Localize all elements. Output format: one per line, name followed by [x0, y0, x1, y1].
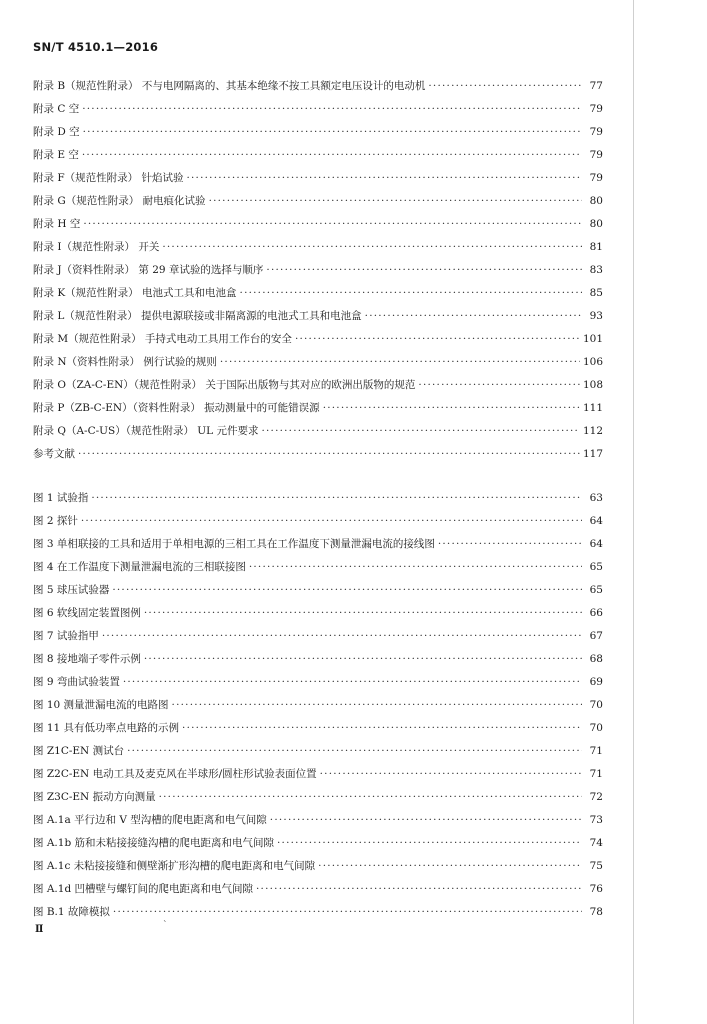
appendix-toc-row[interactable] [33, 190, 603, 213]
dot-leader [83, 213, 582, 236]
toc-entry-page: 79 [589, 103, 603, 115]
toc-entry-page: 70 [589, 722, 603, 734]
toc-entry-page: 101 [582, 333, 603, 345]
toc-entry-page: 71 [589, 745, 603, 757]
toc-entry-title: 附录 G（规范性附录） 耐电痕化试验 [33, 195, 206, 207]
appendix-toc-row[interactable] [33, 374, 603, 397]
dot-leader [113, 901, 582, 924]
dot-leader [162, 236, 582, 259]
appendix-toc-row[interactable] [33, 75, 603, 98]
toc-entry-page: 85 [589, 287, 603, 299]
appendix-toc-row[interactable] [33, 443, 603, 466]
figure-toc-row[interactable] [33, 533, 603, 556]
appendix-toc-row[interactable] [33, 213, 603, 236]
figure-toc-row[interactable] [33, 625, 603, 648]
toc-entry-title: 附录 Q（A-C-US）（规范性附录） UL 元件要求 [33, 425, 259, 437]
toc-entry-title: 图 B.1 故障模拟 [33, 906, 110, 918]
toc-entry-page: 112 [582, 425, 603, 437]
dot-leader [91, 487, 582, 510]
dot-leader [418, 374, 580, 397]
toc-entry-title: 图 8 接地端子零件示例 [33, 653, 141, 665]
toc-entry-title: 附录 L（规范性附录） 提供电源联接或非隔离源的电池式工具和电池盒 [33, 310, 362, 322]
figure-toc-row[interactable] [33, 832, 603, 855]
toc-entry-page: 117 [582, 448, 603, 460]
toc-entry-title: 附录 P（ZB-C-EN）（资料性附录） 振动测量中的可能错误源 [33, 402, 320, 414]
appendix-toc-row[interactable] [33, 167, 603, 190]
dot-leader [172, 694, 582, 717]
figure-toc-row[interactable] [33, 579, 603, 602]
dot-leader [144, 648, 582, 671]
toc-entry-title: 参考文献 [33, 448, 75, 460]
toc-entry-title: 附录 I（规范性附录） 开关 [33, 241, 160, 253]
toc-entry-title: 附录 H 空 [33, 218, 81, 230]
appendix-toc-row[interactable] [33, 328, 603, 351]
dot-leader [266, 259, 582, 282]
figure-toc-row[interactable] [33, 510, 603, 533]
figure-toc-row[interactable] [33, 717, 603, 740]
toc-entry-page: 80 [589, 195, 603, 207]
dot-leader [240, 282, 582, 305]
dot-leader [318, 855, 582, 878]
toc-entry-title: 附录 O（ZA-C-EN）（规范性附录） 关于国际出版物与其对应的欧洲出版物的规范 [33, 379, 416, 391]
appendix-toc-row[interactable] [33, 351, 603, 374]
dot-leader [438, 533, 582, 556]
toc-entry-page: 64 [589, 515, 603, 527]
toc-entry-title: 图 5 球压试验器 [33, 584, 110, 596]
appendix-toc-row[interactable] [33, 259, 603, 282]
figure-toc-row[interactable] [33, 809, 603, 832]
dot-leader [83, 121, 582, 144]
toc-entry-page: 111 [582, 402, 603, 414]
toc-entry-page: 79 [589, 149, 603, 161]
toc-entry-page: 63 [589, 492, 603, 504]
toc-entry-title: 附录 K（规范性附录） 电池式工具和电池盒 [33, 287, 237, 299]
toc-entry-page: 81 [589, 241, 603, 253]
toc-entry-page: 72 [589, 791, 603, 803]
page-edge-rule [633, 0, 634, 1024]
dot-leader [82, 144, 582, 167]
dot-leader [249, 556, 582, 579]
toc-entry-page: 76 [589, 883, 603, 895]
toc-entry-title: 附录 N（资料性附录） 例行试验的规则 [33, 356, 217, 368]
page-number: Ⅱ [35, 924, 44, 935]
appendix-toc-row[interactable] [33, 282, 603, 305]
dot-leader [295, 328, 580, 351]
toc-entry-page: 74 [589, 837, 603, 849]
toc-entry-title: 图 2 探针 [33, 515, 78, 527]
dot-leader [159, 786, 582, 809]
dot-leader [186, 167, 582, 190]
toc-entry-page: 77 [589, 80, 603, 92]
toc-entry-page: 79 [589, 172, 603, 184]
stray-mark: ` [163, 921, 168, 931]
toc-entry-page: 106 [582, 356, 603, 368]
figure-toc-row[interactable] [33, 901, 603, 924]
toc-entry-title: 图 11 具有低功率点电路的示例 [33, 722, 180, 734]
appendix-toc-row[interactable] [33, 144, 603, 167]
figure-toc-row[interactable] [33, 694, 603, 717]
toc-entry-title: 附录 C 空 [33, 103, 80, 115]
figure-toc-row[interactable] [33, 487, 603, 510]
dot-leader [123, 671, 582, 694]
appendix-toc-row[interactable] [33, 420, 603, 443]
toc-entry-page: 83 [589, 264, 603, 276]
dot-leader [320, 763, 582, 786]
toc-entry-title: 附录 M（规范性附录） 手持式电动工具用工作台的安全 [33, 333, 292, 345]
dot-leader [261, 420, 580, 443]
toc-entry-page: 67 [589, 630, 603, 642]
toc-entry-title: 附录 J（资料性附录） 第 29 章试验的选择与顺序 [33, 264, 264, 276]
toc-entry-title: 图 7 试验指甲 [33, 630, 99, 642]
toc-entry-title: 附录 E 空 [33, 149, 79, 161]
toc-entry-title: 图 Z3C-EN 振动方向测量 [33, 791, 156, 803]
toc-entry-title: 图 A.1a 平行边和 V 型沟槽的爬电距离和电气间隙 [33, 814, 267, 826]
toc-entry-page: 69 [589, 676, 603, 688]
dot-leader [209, 190, 582, 213]
dot-leader [428, 75, 582, 98]
dot-leader [112, 579, 582, 602]
dot-leader [81, 510, 582, 533]
toc-entry-title: 图 Z2C-EN 电动工具及麦克风在半球形/圆柱形试验表面位置 [33, 768, 317, 780]
toc-entry-page: 71 [589, 768, 603, 780]
toc-entry-title: 图 Z1C-EN 测试台 [33, 745, 125, 757]
toc-entry-page: 65 [589, 561, 603, 573]
appendix-toc-list [33, 75, 603, 466]
toc-entry-page: 73 [589, 814, 603, 826]
toc-entry-title: 附录 B（规范性附录） 不与电网隔离的、其基本绝缘不按工具额定电压设计的电动机 [33, 80, 426, 92]
toc-entry-page: 70 [589, 699, 603, 711]
dot-leader [220, 351, 580, 374]
figure-toc-row[interactable] [33, 602, 603, 625]
dot-leader [277, 832, 582, 855]
toc-entry-title: 图 4 在工作温度下测量泄漏电流的三相联接图 [33, 561, 246, 573]
toc-entry-title: 附录 D 空 [33, 126, 80, 138]
toc-entry-title: 图 6 软线固定装置图例 [33, 607, 141, 619]
standard-number-header: SN/T 4510.1—2016 [33, 40, 159, 54]
dot-leader [182, 717, 582, 740]
toc-entry-page: 66 [589, 607, 603, 619]
figure-toc-row[interactable] [33, 786, 603, 809]
toc-entry-title: 图 A.1d 凹槽壁与螺钉间的爬电距离和电气间隙 [33, 883, 253, 895]
figure-toc-row[interactable] [33, 671, 603, 694]
figure-toc-row[interactable] [33, 855, 603, 878]
toc-entry-page: 64 [589, 538, 603, 550]
figure-toc-row[interactable] [33, 740, 603, 763]
toc-entry-page: 79 [589, 126, 603, 138]
dot-leader [365, 305, 582, 328]
toc-entry-title: 图 10 测量泄漏电流的电路图 [33, 699, 169, 711]
appendix-toc-row[interactable] [33, 121, 603, 144]
toc-entry-page: 93 [589, 310, 603, 322]
toc-entry-page: 68 [589, 653, 603, 665]
figure-toc-list [33, 487, 603, 924]
toc-entry-title: 图 3 单相联接的工具和适用于单相电源的三相工具在工作温度下测量泄漏电流的接线图 [33, 538, 435, 550]
appendix-toc-row[interactable] [33, 98, 603, 121]
toc-entry-title: 图 1 试验指 [33, 492, 89, 504]
toc-entry-title: 图 A.1b 筋和未粘接接缝沟槽的爬电距离和电气间隙 [33, 837, 274, 849]
dot-leader [323, 397, 580, 420]
figure-toc-row[interactable] [33, 878, 603, 901]
toc-entry-title: 图 9 弯曲试验装置 [33, 676, 120, 688]
toc-entry-page: 78 [589, 906, 603, 918]
dot-leader [270, 809, 582, 832]
appendix-toc-row[interactable] [33, 305, 603, 328]
figure-toc-row[interactable] [33, 556, 603, 579]
dot-leader [102, 625, 582, 648]
toc-entry-page: 65 [589, 584, 603, 596]
figure-toc-row[interactable] [33, 763, 603, 786]
dot-leader [144, 602, 582, 625]
dot-leader [127, 740, 582, 763]
appendix-toc-row[interactable] [33, 236, 603, 259]
toc-entry-title: 附录 F（规范性附录） 针焰试验 [33, 172, 184, 184]
dot-leader [78, 443, 580, 466]
dot-leader [82, 98, 582, 121]
figure-toc-row[interactable] [33, 648, 603, 671]
toc-entry-page: 75 [589, 860, 603, 872]
toc-entry-page: 108 [582, 379, 603, 391]
toc-entry-title: 图 A.1c 未粘接接缝和侧壁渐扩形沟槽的爬电距离和电气间隙 [33, 860, 316, 872]
appendix-toc-row[interactable] [33, 397, 603, 420]
dot-leader [256, 878, 582, 901]
toc-entry-page: 80 [589, 218, 603, 230]
